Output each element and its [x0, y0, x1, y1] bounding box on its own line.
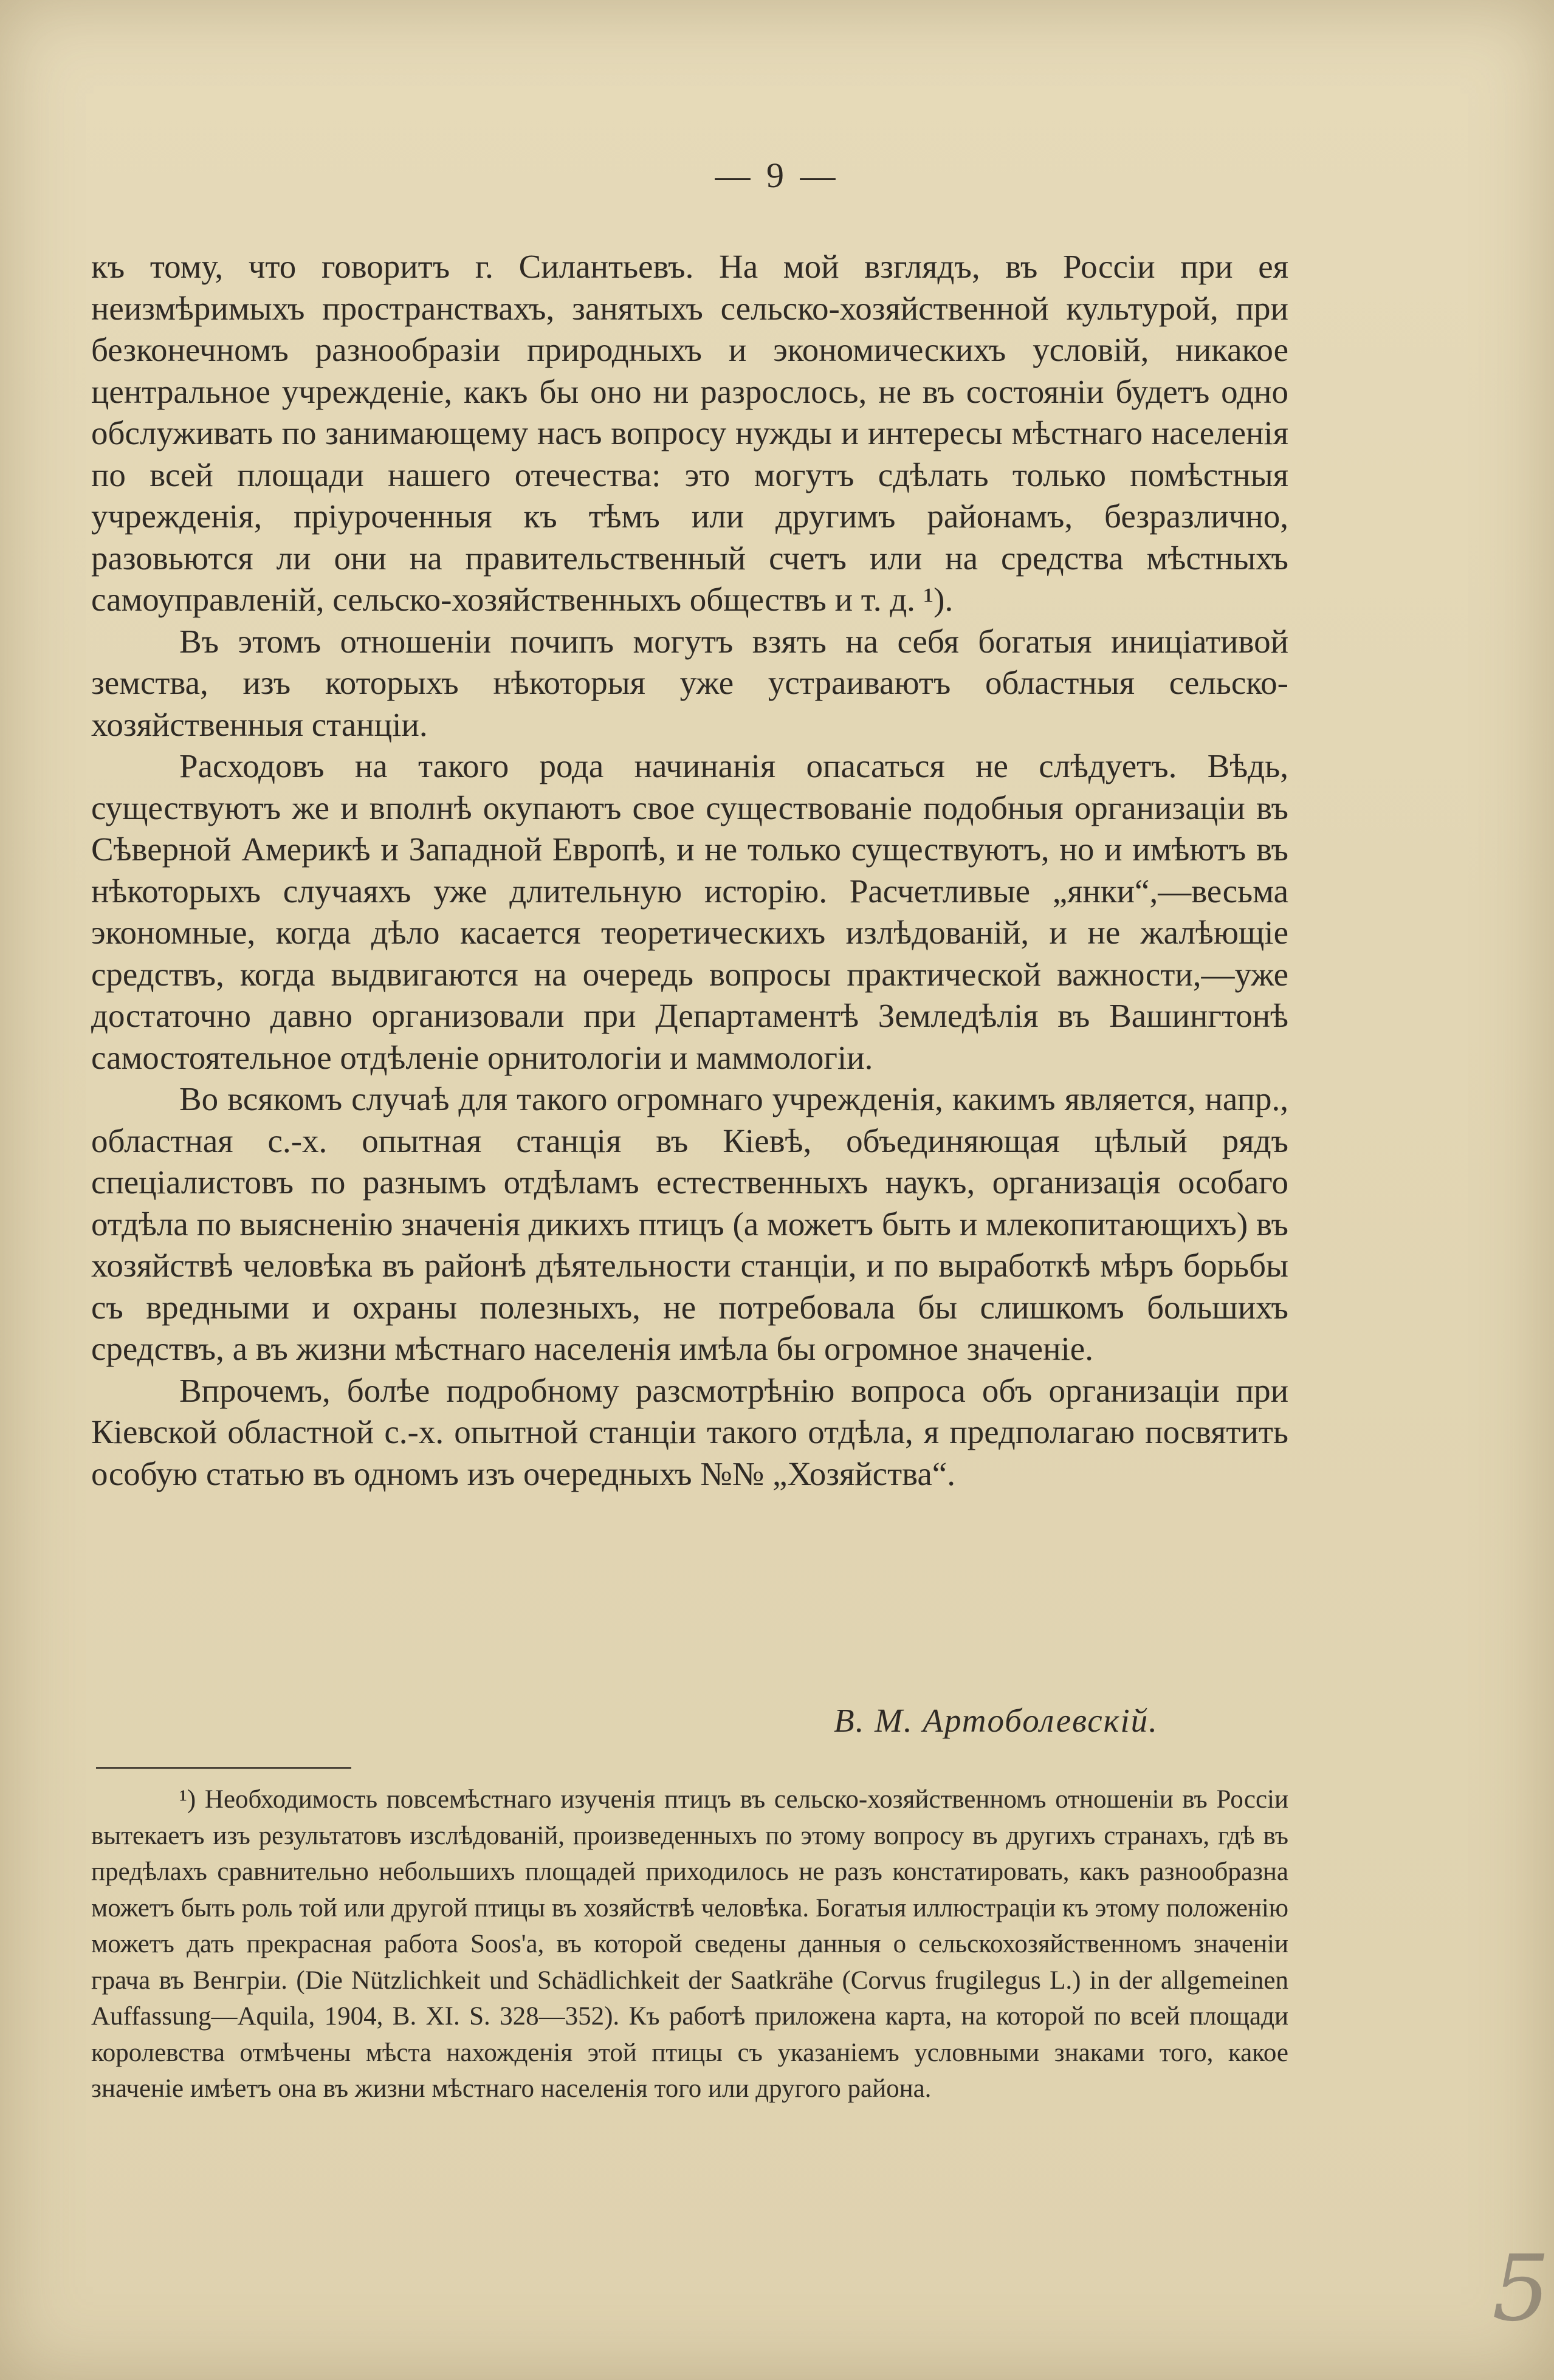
author-signature: В. М. Артоболевскій. — [834, 1702, 1158, 1739]
paragraph-1: къ тому, что говоритъ г. Силантьевъ. На мой взглядъ, въ Россіи при ея неизмѣримыхъ пространствахъ, занятыхъ сельско-хозяйственной культурой, при безконечномъ разнообразіи природныхъ и экономическихъ условій, никакое центральное учрежденіе, какъ бы оно ни разрослось, не въ состояніи будетъ одно обслуживать по занимающему насъ вопросу нужды и интересы мѣстнаго населенія по всей площади нашего отечества: это могутъ сдѣлать только помѣстныя учрежденія, пріуроченныя къ тѣмъ или другимъ районамъ, безразлично, разовьются ли они на правительственный счетъ или на средства мѣстныхъ самоуправленій, сельско-хозяйственныхъ обществъ и т. д. ¹). — [91, 248, 1288, 618]
footnote — [91, 1782, 1288, 2107]
footnote-divider — [96, 1767, 351, 1769]
article-body — [91, 246, 1288, 1495]
paragraph-4: Во всякомъ случаѣ для такого огромнаго учрежденія, какимъ является, напр., областная с.-х. опытная станція въ Кіевѣ, объединяющая цѣлый рядъ спеціалистовъ по разнымъ отдѣламъ естественныхъ наукъ, организація особаго отдѣла по выясненію значенія дикихъ птицъ (а можетъ быть и млекопитающихъ) въ хозяйствѣ человѣка въ районѣ дѣятельности станціи, и по выработкѣ мѣръ борьбы съ вредными и охраны полезныхъ, не потребовала бы слишкомъ большихъ средствъ, а въ жизни мѣстнаго населенія имѣла бы огромное значеніе. — [91, 1080, 1288, 1367]
handwritten-page-mark: 5 — [1492, 2236, 1550, 2342]
page-number: — 9 — — [715, 156, 839, 195]
paragraph-5: Впрочемъ, болѣе подробному разсмотрѣнію вопроса объ организаціи при Кіевской областной с.-х. опытной станціи такого отдѣла, я предполагаю посвятить особую статью въ одномъ изъ очередныхъ №№ „Хозяйства“. — [91, 1371, 1288, 1492]
paragraph-3: Расходовъ на такого рода начинанія опасаться не слѣдуетъ. Вѣдь, существуютъ же и вполнѣ окупаютъ свое существованіе подобныя организаціи въ Сѣверной Америкѣ и Западной Европѣ, и не только существуютъ, но и имѣютъ въ нѣкоторыхъ случаяхъ уже длительную исторію. Расчетливые „янки“,—весьма экономные, когда дѣло касается теоретическихъ излѣдованій, и не жалѣющіе средствъ, когда выдвигаются на очередь вопросы практической важности,—уже достаточно давно организовали при Департаментѣ Земледѣлія въ Вашингтонѣ самостоятельное отдѣленіе орнитологіи и маммологіи. — [91, 747, 1288, 1076]
footnote-text: ¹) Необходимость повсемѣстнаго изученія птицъ въ сельско-хозяйственномъ отношеніи въ Россіи вытекаетъ изъ результатовъ изслѣдованій, произведенныхъ по этому вопросу въ другихъ странахъ, гдѣ въ предѣлахъ сравнительно небольшихъ площадей приходилось не разъ констатировать, какъ разнообразна можетъ быть роль той или другой птицы въ хозяйствѣ человѣка. Богатыя иллюстраціи къ этому положенію можетъ дать прекрасная работа Soos'а, въ которой сведены данныя о сельскохозяйственномъ значеніи грача въ Венгріи. (Die Nützlichkeit und Schädlichkeit der Saatkrähe (Corvus frugilegus L.) in der allgemeinen Auffassung—Aquila, 1904, B. XI. S. 328—352). Къ работѣ приложена карта, на которой по всей площади королевства отмѣчены мѣста нахожденія этой птицы съ указаніемъ условными знаками того, какое значеніе имѣетъ она въ жизни мѣстнаго населенія того или другого района. — [91, 1785, 1288, 2103]
paragraph-2: Въ этомъ отношеніи почипъ могутъ взять на себя богатыя иниціативой земства, изъ которыхъ нѣкоторыя уже устраиваютъ областныя сельско-хозяйственныя станціи. — [91, 622, 1288, 743]
